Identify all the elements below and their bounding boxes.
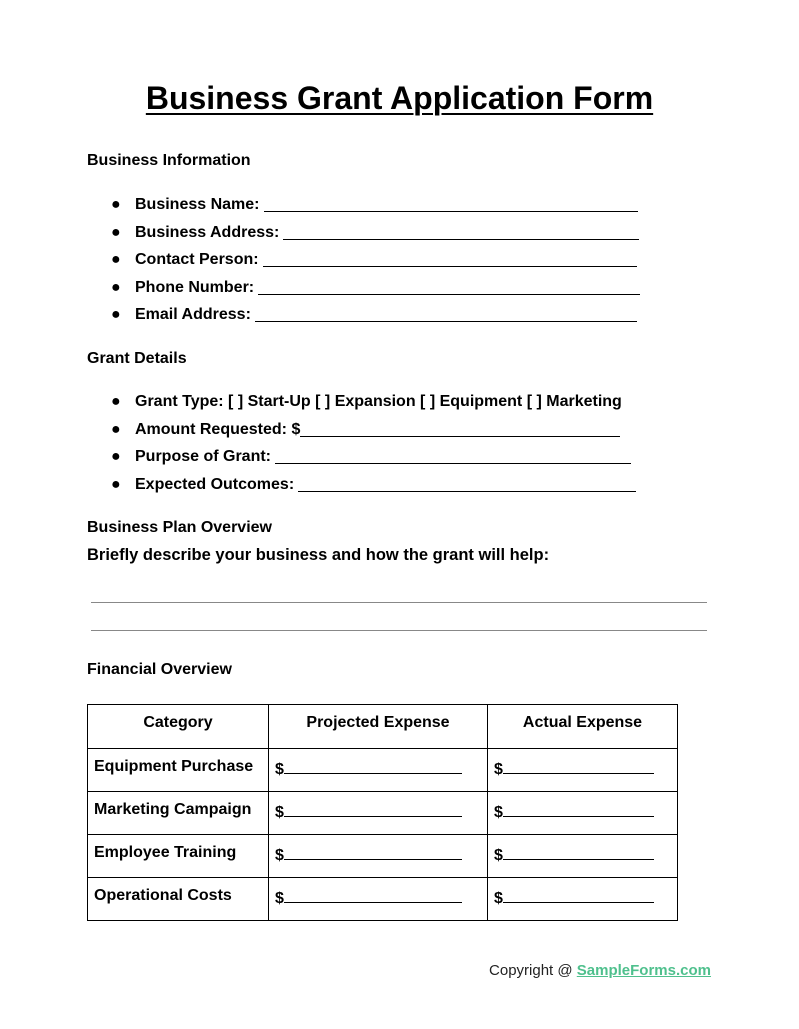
column-header: Projected Expense: [269, 705, 488, 749]
actual-cell[interactable]: $: [488, 835, 678, 878]
table-row: [88, 749, 678, 792]
bullet-icon: ●: [111, 278, 121, 296]
page-title: Business Grant Application Form: [145, 80, 654, 116]
grant-details-list: [111, 393, 636, 503]
contact-person-field[interactable]: [263, 251, 637, 267]
actual-cell[interactable]: $: [488, 792, 678, 835]
table-row: [88, 792, 678, 835]
list-item: ● Expected Outcomes:: [111, 476, 636, 504]
projected-cell[interactable]: $: [269, 878, 488, 921]
column-header: Actual Expense: [488, 705, 678, 749]
actual-cell[interactable]: $: [488, 749, 678, 792]
list-item: ● Contact Person:: [111, 251, 640, 279]
sampleforms-link[interactable]: SampleForms.com: [576, 962, 711, 979]
list-item: ● Business Address:: [111, 224, 640, 252]
list-item: ● Amount Requested: $: [111, 421, 636, 449]
amount-requested-field[interactable]: [300, 421, 620, 437]
list-item: ● Purpose of Grant:: [111, 448, 636, 476]
table-header-row: [88, 705, 678, 749]
list-item: ● Phone Number:: [111, 279, 640, 307]
projected-cell[interactable]: $: [269, 749, 488, 792]
financial-table: [87, 704, 678, 921]
bullet-icon: ●: [111, 223, 121, 241]
category-cell: Equipment Purchase: [88, 749, 269, 792]
projected-cell[interactable]: $: [269, 792, 488, 835]
table-row: [88, 878, 678, 921]
bullet-icon: ●: [111, 448, 121, 465]
bullet-icon: ●: [111, 393, 121, 410]
business-info-list: [111, 196, 640, 334]
phone-number-field[interactable]: [258, 279, 640, 295]
bullet-icon: ●: [111, 475, 121, 493]
list-item: [111, 393, 636, 421]
business-address-field[interactable]: [283, 224, 639, 240]
copyright: Copyright @ SampleForms.com: [489, 962, 711, 979]
grant-details-heading: Grant Details: [87, 350, 187, 367]
projected-cell[interactable]: $: [269, 835, 488, 878]
bullet-icon: ●: [111, 420, 121, 438]
column-header: Category: [88, 705, 269, 749]
list-item: ● Email Address:: [111, 306, 640, 334]
list-item: ● Business Name:: [111, 196, 640, 224]
bullet-icon: ●: [111, 196, 121, 213]
plan-heading: Business Plan Overview: [87, 519, 272, 536]
purpose-field[interactable]: [275, 448, 631, 464]
category-cell: Operational Costs: [88, 878, 269, 921]
category-cell: Marketing Campaign: [88, 792, 269, 835]
category-cell: Employee Training: [88, 835, 269, 878]
email-address-field[interactable]: [255, 306, 637, 322]
grant-type-options[interactable]: Grant Type: [ ] Start-Up [ ] Expansion [ ] Equipment [ ] Marketing: [135, 393, 622, 410]
business-info-heading: Business Information: [87, 152, 251, 169]
business-name-field[interactable]: [264, 196, 638, 212]
table-row: [88, 835, 678, 878]
bullet-icon: ●: [111, 306, 121, 323]
actual-cell[interactable]: $: [488, 878, 678, 921]
plan-answer-line-1[interactable]: [91, 602, 707, 603]
bullet-icon: ●: [111, 251, 121, 268]
plan-prompt: Briefly describe your business and how the grant will help:: [87, 546, 550, 564]
expected-outcomes-field[interactable]: [298, 476, 636, 492]
plan-answer-line-2[interactable]: [91, 630, 707, 631]
financial-heading: Financial Overview: [87, 661, 232, 678]
